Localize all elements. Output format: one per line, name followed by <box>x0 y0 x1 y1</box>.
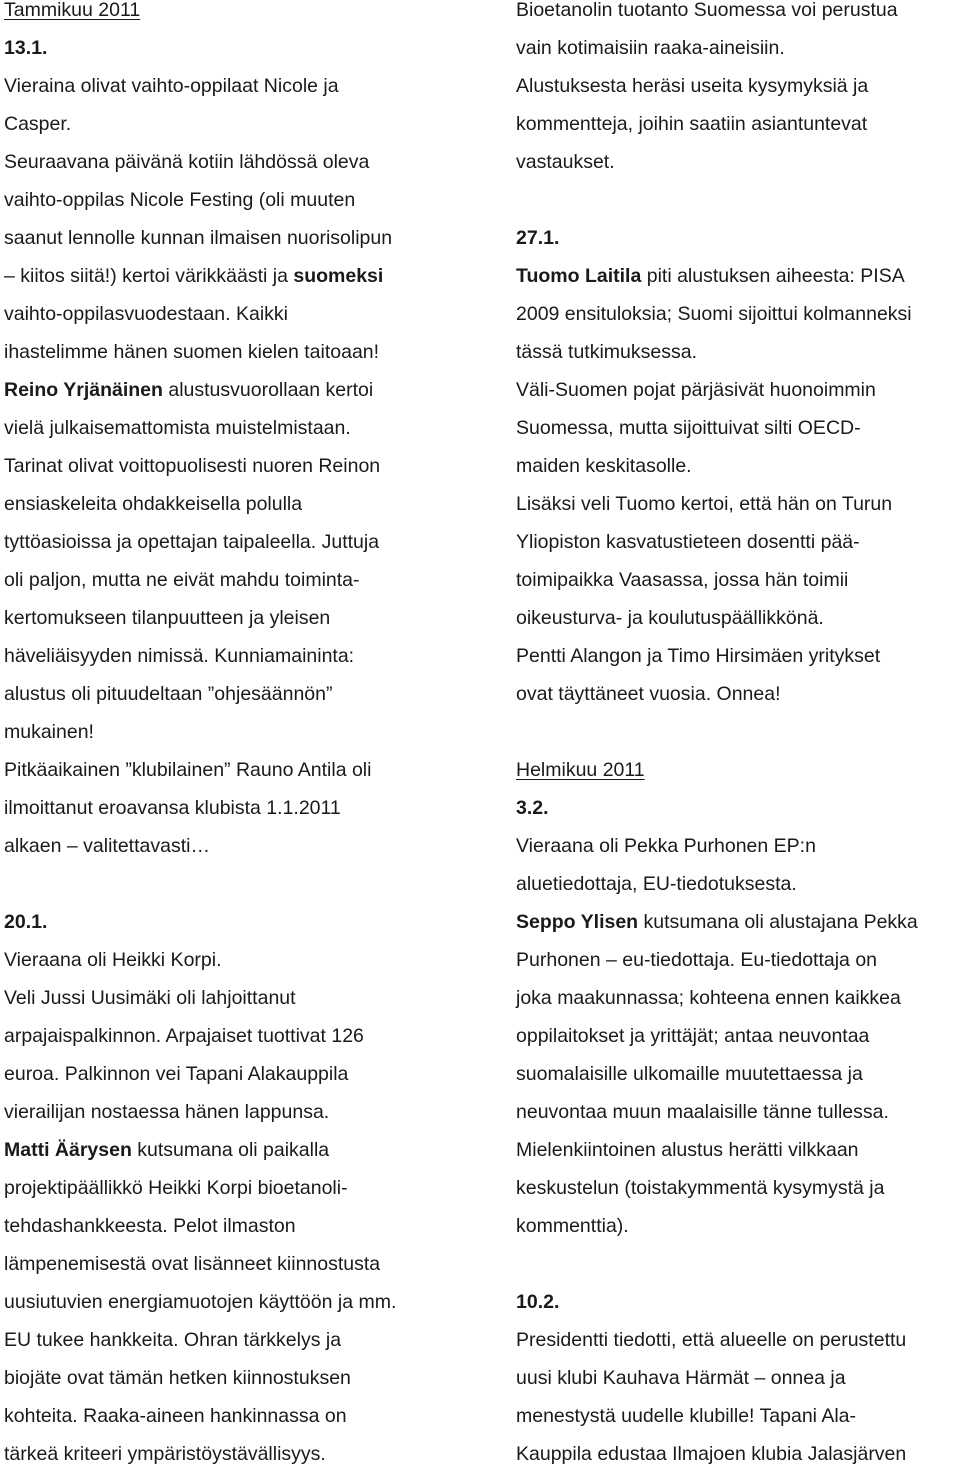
date-heading: 10.2. <box>516 1291 560 1313</box>
speaker-name: Matti Äärysen <box>4 1139 132 1161</box>
text-line: menestystä uudelle klubille! Tapani Ala- <box>516 1405 857 1427</box>
text-line: vaihto-oppilasvuodestaan. Kaikki <box>4 303 289 325</box>
text-line: tässä tutkimuksessa. <box>516 341 697 363</box>
text-line: Pentti Alangon ja Timo Hirsimäen yritykset <box>516 645 881 667</box>
speaker-name: Tuomo Laitila <box>516 265 642 287</box>
text-line: mukainen! <box>4 721 94 743</box>
text-line: ovat täyttäneet vuosia. Onnea! <box>516 683 781 705</box>
text-line: saanut lennolle kunnan ilmaisen nuorisolipun <box>4 227 393 249</box>
text-line: häveliäisyyden nimissä. Kunniamaininta: <box>4 645 355 667</box>
text-line: Vieraina olivat vaihto-oppilaat Nicole ja <box>4 75 339 97</box>
text-line: tärkeä kriteeri ympäristöystävällisyys. <box>4 1443 326 1465</box>
text-line: Bioetanolin tuotanto Suomessa voi perustua <box>516 0 898 21</box>
text-line: Alustuksesta heräsi useita kysymyksiä ja <box>516 75 869 97</box>
text-line: uusiutuvien energiamuotojen käyttöön ja mm. <box>4 1291 397 1313</box>
text-segment: kutsumana oli paikalla <box>131 1139 330 1161</box>
speaker-name: Reino Yrjänäinen <box>4 379 163 401</box>
text-line: vielä julkaisemattomista muistelmistaan. <box>4 417 351 439</box>
month-heading: Helmikuu 2011 <box>516 759 645 781</box>
text-line <box>4 263 383 289</box>
text-line: Seuraavana päivänä kotiin lähdössä oleva <box>4 151 370 173</box>
text-line: kertomukseen tilanpuutteen ja yleisen <box>4 607 331 629</box>
text-line: Vieraana oli Pekka Purhonen EP:n <box>516 835 816 857</box>
text-line: ensiaskeleita ohdakkeisella polulla <box>4 493 303 515</box>
text-line: tehdashankkeesta. Pelot ilmaston <box>4 1215 296 1237</box>
text-line: ilmoittanut eroavansa klubista 1.1.2011 <box>4 797 341 819</box>
text-line: alustus oli pituudeltaan ”ohjesäännön” <box>4 683 333 705</box>
text-line: joka maakunnassa; kohteena ennen kaikkea <box>516 987 901 1009</box>
text-line: vaihto-oppilas Nicole Festing (oli muuten <box>4 189 356 211</box>
text-line: alkaen – valitettavasti… <box>4 835 210 857</box>
text-line: Yliopiston kasvatustieteen dosentti pää- <box>516 531 860 553</box>
text-line: Suomessa, mutta sijoittuivat silti OECD- <box>516 417 861 439</box>
text-segment: kutsumana oli alustajana Pekka <box>638 911 918 933</box>
text-line: EU tukee hankkeita. Ohran tärkkelys ja <box>4 1329 342 1351</box>
text-line: Mielenkiintoinen alustus herätti vilkkaan <box>516 1139 859 1161</box>
text-line: tyttöasioissa ja opettajan taipaleella. Juttuja <box>4 531 380 553</box>
date-heading: 27.1. <box>516 227 560 249</box>
text-line: ihastelimme hänen suomen kielen taitoaan! <box>4 341 380 363</box>
text-line: Presidentti tiedotti, että alueelle on perustettu <box>516 1329 907 1351</box>
text-line: maiden keskitasolle. <box>516 455 692 477</box>
text-line: kohteita. Raaka-aineen hankinnassa on <box>4 1405 347 1427</box>
text-line: biojäte ovat tämän hetken kiinnostuksen <box>4 1367 351 1389</box>
date-heading: 3.2. <box>516 797 549 819</box>
text-line: Kauppila edustaa Ilmajoen klubia Jalasjärven <box>516 1443 907 1465</box>
text-line <box>516 909 918 935</box>
text-segment: alustusvuorollaan kertoi <box>162 379 374 401</box>
speaker-name: Seppo Ylisen <box>516 911 639 933</box>
text-line: euroa. Palkinnon vei Tapani Alakauppila <box>4 1063 349 1085</box>
text-line: vastaukset. <box>516 151 615 173</box>
text-line: toimipaikka Vaasassa, jossa hän toimii <box>516 569 849 591</box>
text-line: projektipäällikkö Heikki Korpi bioetanoli- <box>4 1177 348 1199</box>
text-line: Vieraana oli Heikki Korpi. <box>4 949 222 971</box>
date-heading: 13.1. <box>4 37 48 59</box>
text-line <box>516 263 905 289</box>
text-line: vain kotimaisiin raaka-aineisiin. <box>516 37 785 59</box>
text-line: Pitkäaikainen ”klubilainen” Rauno Antila oli <box>4 759 372 781</box>
text-line: lämpenemisestä ovat lisänneet kiinnostusta <box>4 1253 381 1275</box>
text-line: uusi klubi Kauhava Härmät – onnea ja <box>516 1367 846 1389</box>
text-line: 2009 ensituloksia; Suomi sijoittui kolmanneksi <box>516 303 912 325</box>
text-line: Lisäksi veli Tuomo kertoi, että hän on Turun <box>516 493 893 515</box>
text-line: Purhonen – eu-tiedottaja. Eu-tiedottaja on <box>516 949 878 971</box>
text-line: oppilaitokset ja yrittäjät; antaa neuvontaa <box>516 1025 870 1047</box>
text-line <box>4 1137 329 1163</box>
text-line: kommentteja, joihin saatiin asiantuntevat <box>516 113 868 135</box>
text-line: Tarinat olivat voittopuolisesti nuoren Reinon <box>4 455 381 477</box>
text-line: vierailijan nostaessa hänen lappunsa. <box>4 1101 330 1123</box>
text-line: oli paljon, mutta ne eivät mahdu toiminta- <box>4 569 360 591</box>
text-line: Casper. <box>4 113 72 135</box>
date-heading: 20.1. <box>4 911 48 933</box>
month-heading: Tammikuu 2011 <box>4 0 141 21</box>
text-line: keskustelun (toistakymmentä kysymystä ja <box>516 1177 885 1199</box>
text-line <box>4 377 373 403</box>
text-line: arpajaispalkinnon. Arpajaiset tuottivat 126 <box>4 1025 364 1047</box>
text-line: Väli-Suomen pojat pärjäsivät huonoimmin <box>516 379 876 401</box>
text-line: kommenttia). <box>516 1215 629 1237</box>
text-line: neuvontaa muun maalaisille tänne tullessa. <box>516 1101 889 1123</box>
text-segment: – kiitos siitä!) kertoi värikkäästi ja <box>4 265 294 287</box>
text-segment: piti alustuksen aiheesta: PISA <box>641 265 905 287</box>
emphasis-word: suomeksi <box>293 265 384 287</box>
text-line: aluetiedottaja, EU-tiedotuksesta. <box>516 873 797 895</box>
text-line: suomalaisille ulkomaille muutettaessa ja <box>516 1063 863 1085</box>
text-line: Veli Jussi Uusimäki oli lahjoittanut <box>4 987 296 1009</box>
text-line: oikeusturva- ja koulutuspäällikkönä. <box>516 607 824 629</box>
